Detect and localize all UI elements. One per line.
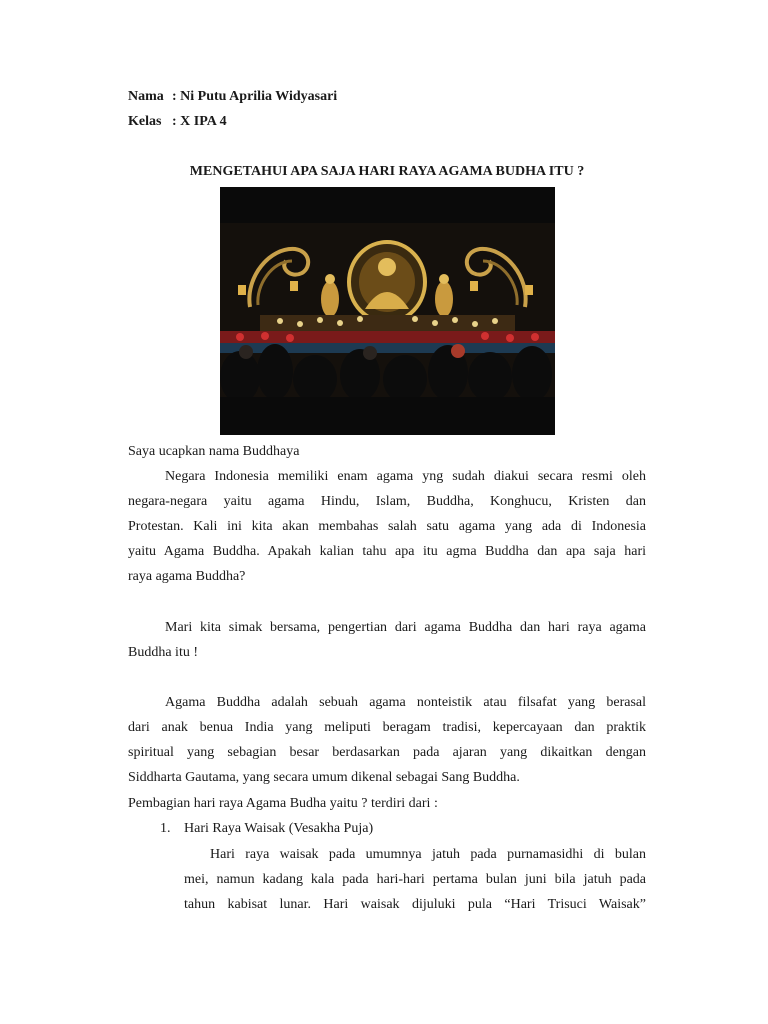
- greeting: Saya ucapkan nama Buddhaya: [128, 444, 300, 459]
- list-item-line-3: tahun kabisat lunar. Hari waisak dijuluki pula “Hari Trisuci Waisak”: [184, 897, 646, 912]
- list-item-line-1: Hari raya waisak pada umumnya jatuh pada purnamasidhi di bulan: [210, 847, 646, 862]
- class-label: Kelas: [128, 114, 162, 129]
- p3-line-4: Siddharta Gautama, yang secara umum dikenal sebagai Sang Buddha.: [128, 770, 520, 785]
- name-value: : Ni Putu Aprilia Widyasari: [172, 89, 338, 104]
- p1-line-3: Protestan. Kali ini kita akan membahas salah satu agama yang ada di Indonesia: [128, 519, 646, 534]
- list-item-title: Hari Raya Waisak (Vesakha Puja): [184, 821, 374, 836]
- p1-line-5: raya agama Buddha?: [128, 569, 246, 584]
- p2-line-1: Mari kita simak bersama, pengertian dari agama Buddha dan hari raya agama: [165, 620, 646, 635]
- p1-line-2: negara-negara yaitu agama Hindu, Islam, Buddha, Konghucu, Kristen dan: [128, 494, 646, 509]
- buddha-altar-icon: [220, 187, 555, 435]
- p3-line-2: dari anak benua India yang meliputi beragam tradisi, kepercayaan dan praktik: [128, 720, 646, 735]
- p3-line-1: Agama Buddha adalah sebuah agama nonteistik atau filsafat yang berasal: [165, 695, 646, 710]
- p3-line-3: spiritual yang sebagian besar berdasarkan pada ajaran yang dikaitkan dengan: [128, 745, 646, 760]
- document-title: MENGETAHUI APA SAJA HARI RAYA AGAMA BUDHA ITU ?: [189, 164, 585, 179]
- class-value: : X IPA 4: [172, 114, 227, 129]
- list-intro: Pembagian hari raya Agama Budha yaitu ? terdiri dari :: [128, 796, 438, 811]
- p1-line-4: yaitu Agama Buddha. Apakah kalian tahu apa itu agma Buddha dan apa saja hari: [128, 544, 646, 559]
- list-item-number: 1.: [160, 821, 171, 836]
- list-item-line-2: mei, namun kadang kala pada hari-hari pertama bulan juni bila jatuh pada: [184, 872, 646, 887]
- name-line: [128, 88, 337, 106]
- buddha-altar-photo: [220, 187, 555, 435]
- p1-line-1: Negara Indonesia memiliki enam agama yng sudah diakui secara resmi oleh: [165, 469, 646, 484]
- p2-line-2: Buddha itu !: [128, 645, 198, 660]
- name-label: Nama: [128, 89, 164, 104]
- class-line: [128, 113, 227, 131]
